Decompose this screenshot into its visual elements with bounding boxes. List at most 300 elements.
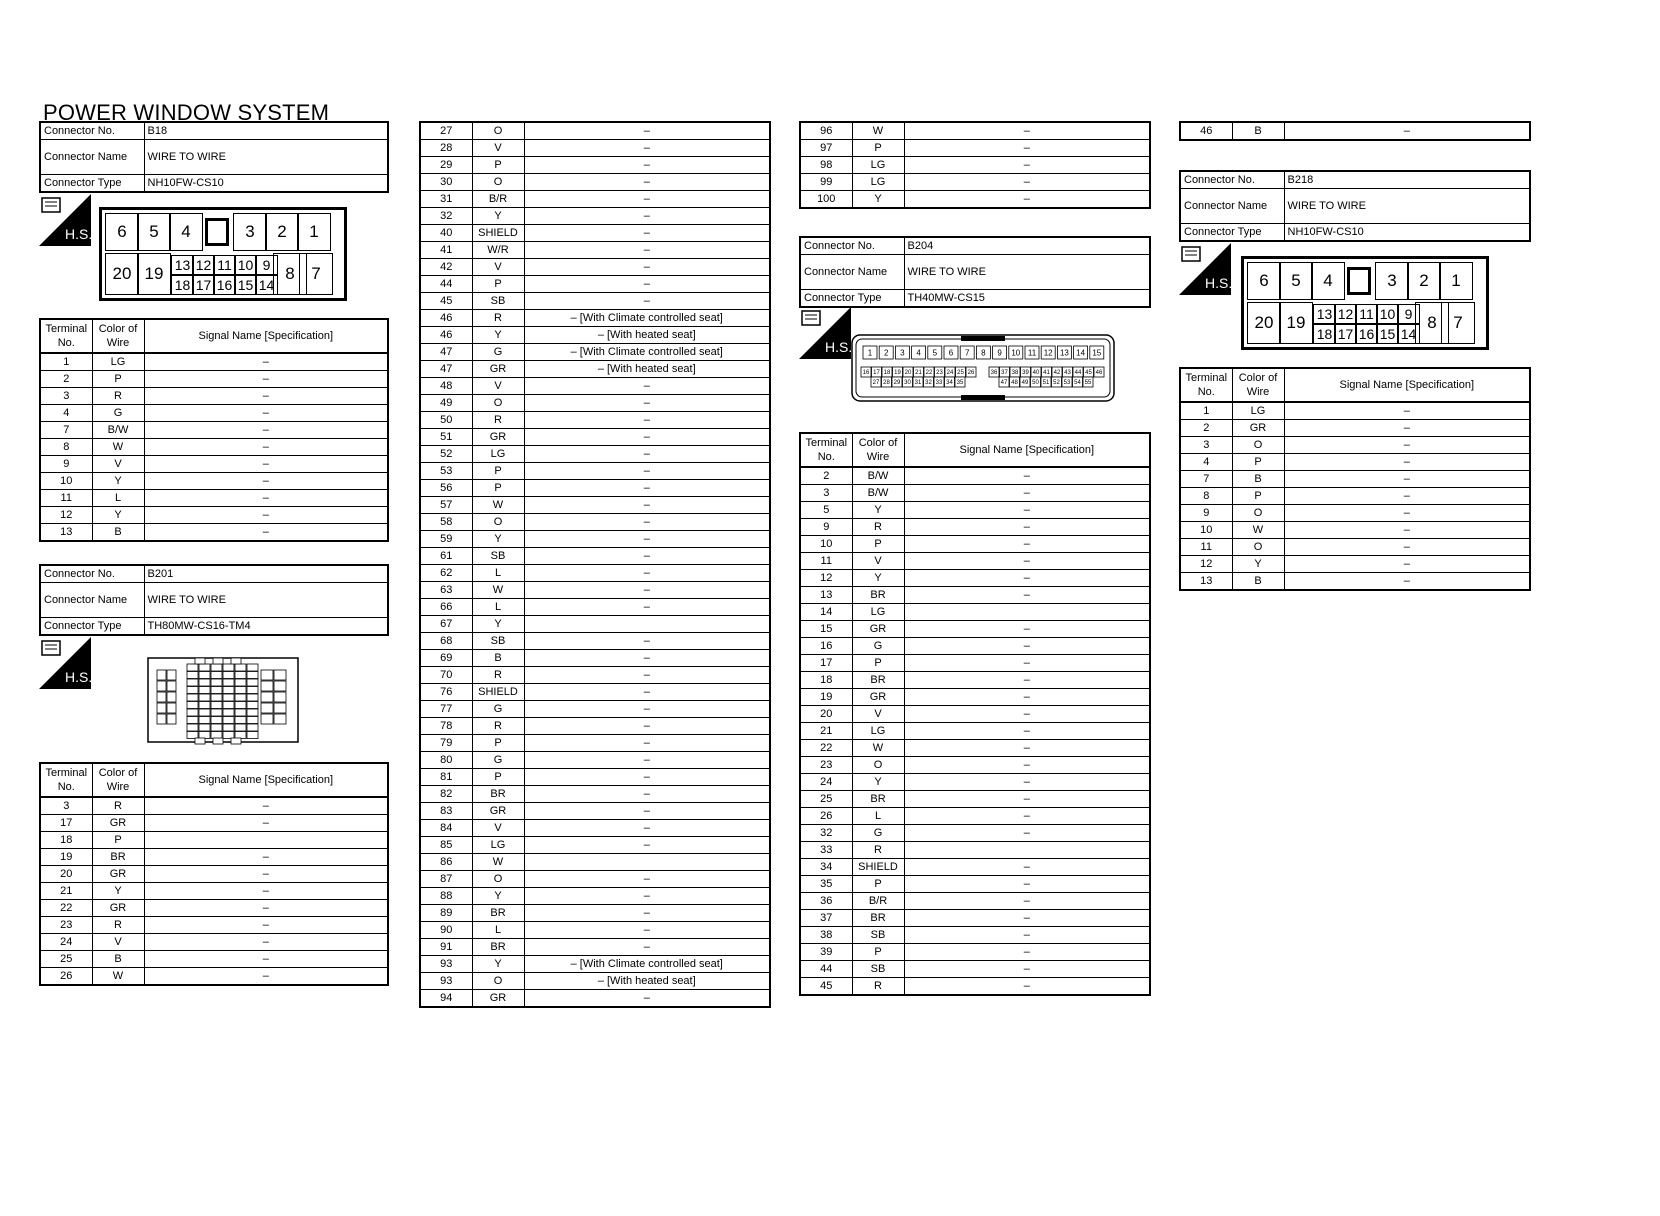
table-row — [800, 467, 1150, 485]
connector-pin — [199, 694, 210, 701]
svg-text:H.S.: H.S. — [1205, 275, 1231, 291]
table-row — [40, 507, 388, 524]
connector-pin — [274, 670, 286, 680]
terminal-no-cell: 87 — [420, 871, 472, 888]
terminal-no-cell: 83 — [420, 803, 472, 820]
hs-badge-icon — [1179, 243, 1231, 295]
table-row — [800, 485, 1150, 502]
wire-color-cell: W — [92, 439, 144, 456]
wire-color-cell: GR — [92, 815, 144, 832]
connector-pin — [1062, 377, 1072, 387]
wire-color-cell: P — [1232, 454, 1284, 471]
wire-color-cell: R — [852, 519, 904, 536]
terminal-no-cell: 21 — [800, 723, 852, 740]
connector-pin — [223, 687, 234, 694]
connector-b201-table-continued — [419, 121, 771, 1008]
table-row — [420, 820, 770, 837]
wire-color-cell: G — [852, 638, 904, 655]
table-row — [420, 208, 770, 225]
table-row — [40, 456, 388, 473]
connector-pin — [945, 377, 955, 387]
signal-name-cell: – — [1284, 522, 1530, 539]
table-row — [800, 587, 1150, 604]
connector-name-value: WIRE TO WIRE — [144, 583, 388, 618]
svg-text:7: 7 — [964, 348, 970, 358]
terminal-no-cell: 17 — [40, 815, 92, 832]
wire-color-cell: R — [852, 978, 904, 996]
signal-name-cell: – — [904, 774, 1150, 791]
terminal-no-cell: 3 — [1180, 437, 1232, 454]
signal-name-cell: – — [904, 944, 1150, 961]
terminal-no-cell: 28 — [420, 140, 472, 157]
terminal-no-cell: 24 — [800, 774, 852, 791]
signal-name-cell: – — [524, 548, 770, 565]
wire-color-cell: BR — [852, 672, 904, 689]
wire-color-cell: Y — [852, 570, 904, 587]
terminal-no-cell: 79 — [420, 735, 472, 752]
signal-name-cell: – — [144, 849, 388, 866]
signal-name-cell: – — [524, 157, 770, 174]
table-row — [40, 797, 388, 815]
connector-type-value: NH10FW-CS10 — [144, 175, 388, 193]
connector-pin — [1031, 377, 1041, 387]
table-row — [420, 531, 770, 548]
terminal-no-cell: 61 — [420, 548, 472, 565]
table-row — [40, 900, 388, 917]
table-row — [420, 565, 770, 582]
svg-text:45: 45 — [1085, 370, 1092, 377]
connector-pin — [157, 681, 166, 691]
connector-name-label: Connector Name — [40, 140, 144, 175]
wire-color-cell: R — [472, 310, 524, 327]
signal-name-cell: – — [144, 388, 388, 405]
wire-color-cell: GR — [92, 900, 144, 917]
svg-text:1: 1 — [867, 348, 873, 358]
signal-name-cell: – — [904, 485, 1150, 502]
signal-name-cell: – — [524, 582, 770, 599]
terminal-no-cell: 46 — [1180, 122, 1232, 140]
connector-pin — [966, 367, 976, 377]
wire-color-cell: P — [852, 536, 904, 553]
svg-text:H.S.: H.S. — [65, 226, 91, 242]
connector-no-value: B204 — [904, 237, 1150, 255]
connector-pin: 6 — [105, 213, 139, 251]
table-row — [420, 310, 770, 327]
table-row — [40, 388, 388, 405]
wire-color-cell: BR — [852, 587, 904, 604]
table-row — [800, 519, 1150, 536]
connector-pin — [1074, 346, 1088, 359]
wire-color-cell: L — [472, 922, 524, 939]
table-row — [420, 599, 770, 616]
terminal-no-cell: 24 — [40, 934, 92, 951]
wire-color-cell: O — [472, 395, 524, 412]
terminal-no-cell: 48 — [420, 378, 472, 395]
signal-name-cell: – — [144, 353, 388, 371]
connector-pin — [1010, 377, 1020, 387]
svg-text:41: 41 — [1043, 370, 1050, 377]
terminal-no-cell: 12 — [800, 570, 852, 587]
connector-b204-drawing — [851, 334, 1115, 404]
connector-b204-table-continued — [1179, 121, 1531, 141]
wire-color-cell: SB — [472, 548, 524, 565]
terminal-no-cell: 40 — [420, 225, 472, 242]
wire-color-cell: O — [1232, 505, 1284, 522]
signal-name-cell: – — [904, 467, 1150, 485]
connector-pin — [882, 377, 892, 387]
table-row — [40, 849, 388, 866]
connector-pin — [199, 724, 210, 731]
signal-name-cell: – — [1284, 122, 1530, 140]
signal-name-cell: – — [1284, 420, 1530, 437]
wire-color-cell: GR — [852, 689, 904, 706]
terminal-no-cell: 12 — [1180, 556, 1232, 573]
terminal-no-cell: 39 — [800, 944, 852, 961]
wire-color-cell: Y — [852, 774, 904, 791]
terminal-no-cell: 31 — [420, 191, 472, 208]
signal-name-cell: – — [904, 157, 1150, 174]
svg-text:H.S.: H.S. — [825, 339, 851, 355]
signal-name-cell: – — [524, 531, 770, 548]
connector-pin — [235, 702, 246, 709]
table-row — [420, 667, 770, 684]
wire-color-cell: G — [852, 825, 904, 842]
color-of-wire-header: Color of Wire — [92, 763, 144, 797]
connector-pin — [167, 681, 176, 691]
table-row — [800, 944, 1150, 961]
connector-pin — [261, 681, 273, 691]
terminal-no-cell: 2 — [800, 467, 852, 485]
table-row — [420, 122, 770, 140]
table-row — [420, 157, 770, 174]
terminal-no-cell: 88 — [420, 888, 472, 905]
wire-color-cell: V — [852, 706, 904, 723]
table-row — [800, 140, 1150, 157]
connector-pin — [1025, 346, 1039, 359]
connector-name-value: WIRE TO WIRE — [904, 255, 1150, 290]
signal-name-cell: – — [524, 259, 770, 276]
table-row — [40, 934, 388, 951]
connector-pin: 2 — [265, 213, 299, 251]
connector-pin — [247, 672, 258, 679]
connector-pin — [261, 692, 273, 702]
color-of-wire-header: Color of Wire — [852, 433, 904, 467]
connector-no-value: B218 — [1284, 171, 1530, 189]
signal-name-cell: – — [904, 961, 1150, 978]
wire-color-cell: G — [472, 752, 524, 769]
table-row — [800, 174, 1150, 191]
connector-no-label: Connector No. — [800, 237, 904, 255]
terminal-no-cell: 23 — [40, 917, 92, 934]
hs-badge-icon — [799, 307, 851, 359]
table-row — [1180, 122, 1530, 140]
signal-name-cell: – — [904, 174, 1150, 191]
connector-pin — [235, 694, 246, 701]
connector-pin — [211, 709, 222, 716]
terminal-no-cell: 10 — [800, 536, 852, 553]
svg-text:39: 39 — [1022, 370, 1029, 377]
wire-color-cell: R — [472, 412, 524, 429]
wire-color-cell: LG — [92, 353, 144, 371]
connector-pin — [1041, 346, 1055, 359]
terminal-no-cell: 11 — [1180, 539, 1232, 556]
connector-pin — [223, 717, 234, 724]
connector-pin: 8 — [1415, 302, 1449, 344]
connector-pin — [167, 670, 176, 680]
terminal-no-cell: 30 — [420, 174, 472, 191]
connector-pin: 16 — [213, 275, 236, 295]
signal-name-cell: – — [1284, 539, 1530, 556]
signal-name-cell: – — [524, 633, 770, 650]
wire-color-cell: LG — [852, 604, 904, 621]
wire-color-cell: Y — [472, 616, 524, 633]
svg-text:51: 51 — [1042, 380, 1050, 387]
signal-name-cell: – — [144, 934, 388, 951]
connector-no-value: B18 — [144, 122, 388, 140]
connector-pin: 5 — [1279, 262, 1313, 300]
connector-no-label: Connector No. — [40, 122, 144, 140]
wire-color-cell: W — [472, 854, 524, 871]
connector-pin — [223, 702, 234, 709]
svg-text:19: 19 — [894, 370, 901, 377]
wire-color-cell: GR — [472, 361, 524, 378]
terminal-no-header: Terminal No. — [1180, 368, 1232, 402]
signal-name-cell: – — [524, 820, 770, 837]
signal-name-cell: – — [904, 808, 1150, 825]
connector-pin — [960, 346, 974, 359]
connector-pin — [247, 664, 258, 671]
signal-name-cell: – — [524, 293, 770, 310]
connector-name-value: WIRE TO WIRE — [144, 140, 388, 175]
terminal-no-cell: 68 — [420, 633, 472, 650]
connector-pin: 19 — [1279, 302, 1313, 344]
signal-name-cell: – — [1284, 505, 1530, 522]
connector-pin — [1063, 367, 1073, 377]
connector-pin — [199, 687, 210, 694]
connector-pin — [187, 687, 198, 694]
table-row — [1180, 488, 1530, 505]
table-row — [420, 973, 770, 990]
connector-pin — [157, 703, 166, 713]
connector-pin — [199, 672, 210, 679]
wire-color-cell: BR — [852, 910, 904, 927]
connector-b201-table-continued-2 — [799, 121, 1151, 209]
connector-pin — [1000, 367, 1010, 377]
terminal-no-cell: 2 — [1180, 420, 1232, 437]
signal-name-cell: – — [524, 225, 770, 242]
table-row — [40, 353, 388, 371]
table-row — [800, 859, 1150, 876]
table-row — [1180, 573, 1530, 591]
table-row — [40, 883, 388, 900]
connector-pin — [879, 346, 893, 359]
table-row — [800, 604, 1150, 621]
connector-pin — [187, 672, 198, 679]
connector-pin — [1052, 377, 1062, 387]
color-of-wire-header: Color of Wire — [92, 319, 144, 353]
table-row — [1180, 437, 1530, 454]
connector-pin — [211, 732, 222, 739]
connector-pin — [167, 692, 176, 702]
terminal-no-cell: 7 — [40, 422, 92, 439]
connector-pin — [195, 738, 205, 744]
connector-pin — [1057, 346, 1071, 359]
signal-name-cell: – — [1284, 454, 1530, 471]
connector-pin — [274, 714, 286, 724]
table-row — [800, 961, 1150, 978]
table-row — [800, 621, 1150, 638]
svg-text:38: 38 — [1011, 370, 1019, 377]
connector-pin — [157, 714, 166, 724]
signal-name-cell: – — [524, 837, 770, 854]
signal-name-cell: – — [144, 524, 388, 542]
wire-color-cell: O — [1232, 539, 1284, 556]
connector-b204-info — [799, 236, 1151, 308]
table-row — [420, 497, 770, 514]
connector-pin — [223, 672, 234, 679]
svg-text:8: 8 — [981, 348, 986, 358]
connector-pin: 1 — [297, 213, 331, 251]
signal-name-cell: – — [524, 905, 770, 922]
signal-name-cell: – — [904, 893, 1150, 910]
connector-pin: 4 — [1311, 262, 1345, 300]
table-row — [420, 990, 770, 1008]
terminal-no-cell: 13 — [40, 524, 92, 542]
terminal-no-cell: 66 — [420, 599, 472, 616]
table-row — [420, 633, 770, 650]
connector-pin: 18 — [171, 275, 194, 295]
table-row — [800, 191, 1150, 209]
terminal-no-cell: 9 — [800, 519, 852, 536]
svg-text:40: 40 — [1032, 370, 1040, 377]
wire-color-cell: R — [92, 388, 144, 405]
terminal-no-cell: 29 — [420, 157, 472, 174]
wire-color-cell: B/W — [852, 485, 904, 502]
wire-color-cell: Y — [92, 883, 144, 900]
wire-color-cell: BR — [472, 905, 524, 922]
connector-pin — [274, 703, 286, 713]
connector-pin — [235, 732, 246, 739]
svg-text:30: 30 — [904, 380, 911, 387]
terminal-no-cell: 5 — [800, 502, 852, 519]
terminal-no-cell: 18 — [40, 832, 92, 849]
terminal-no-cell: 85 — [420, 837, 472, 854]
terminal-no-cell: 50 — [420, 412, 472, 429]
wire-color-cell: V — [852, 553, 904, 570]
signal-name-cell: – — [144, 951, 388, 968]
terminal-no-cell: 70 — [420, 667, 472, 684]
signal-name-cell — [904, 604, 1150, 621]
connector-pin — [274, 681, 286, 691]
connector-pin — [231, 658, 241, 664]
wire-color-cell: V — [472, 378, 524, 395]
table-row — [800, 536, 1150, 553]
connector-pin — [187, 709, 198, 716]
svg-text:3: 3 — [900, 348, 905, 358]
terminal-no-cell: 53 — [420, 463, 472, 480]
terminal-no-cell: 13 — [1180, 573, 1232, 591]
wire-color-cell: G — [472, 701, 524, 718]
connector-pin: 7 — [1441, 302, 1475, 344]
svg-text:43: 43 — [1064, 370, 1071, 377]
terminal-no-cell: 93 — [420, 973, 472, 990]
wire-color-cell: B — [92, 951, 144, 968]
svg-text:33: 33 — [935, 380, 943, 387]
signal-name-cell: – — [524, 497, 770, 514]
signal-name-cell: – — [144, 490, 388, 507]
connector-pin — [157, 692, 166, 702]
connector-pin — [187, 694, 198, 701]
connector-pin — [199, 717, 210, 724]
terminal-no-cell: 36 — [800, 893, 852, 910]
connector-pin — [235, 724, 246, 731]
wire-color-cell: LG — [852, 157, 904, 174]
connector-pin — [955, 377, 965, 387]
signal-name-cell: – — [904, 638, 1150, 655]
wire-color-cell: Y — [472, 956, 524, 973]
connector-pin — [187, 732, 198, 739]
signal-name-cell: – — [904, 740, 1150, 757]
connector-pin — [211, 702, 222, 709]
connector-pin — [914, 367, 924, 377]
signal-name-cell: – — [524, 769, 770, 786]
wire-color-cell: L — [472, 565, 524, 582]
signal-name-cell: – — [524, 242, 770, 259]
wire-color-cell: B — [1232, 573, 1284, 591]
connector-pin — [213, 658, 223, 664]
table-row — [40, 439, 388, 456]
terminal-no-cell: 16 — [800, 638, 852, 655]
wire-color-cell: L — [852, 808, 904, 825]
signal-name-cell: – — [524, 463, 770, 480]
connector-pin — [882, 367, 892, 377]
signal-name-cell: – — [524, 786, 770, 803]
table-row — [420, 463, 770, 480]
connector-pin — [211, 717, 222, 724]
signal-name-cell: – — [524, 718, 770, 735]
terminal-no-cell: 45 — [420, 293, 472, 310]
table-row — [420, 480, 770, 497]
connector-pin: 16 — [1355, 324, 1378, 344]
terminal-no-cell: 81 — [420, 769, 472, 786]
wire-color-cell: BR — [852, 791, 904, 808]
table-row — [420, 242, 770, 259]
connector-pin: 10 — [234, 255, 257, 275]
wire-color-cell: P — [852, 876, 904, 893]
table-row — [420, 735, 770, 752]
signal-name-cell: – — [904, 876, 1150, 893]
signal-name-cell: – [With heated seat] — [524, 361, 770, 378]
svg-text:2: 2 — [883, 348, 889, 358]
table-row — [420, 888, 770, 905]
table-row — [40, 524, 388, 542]
wire-color-cell: BR — [472, 786, 524, 803]
connector-pin — [892, 377, 902, 387]
signal-name-cell: – — [144, 507, 388, 524]
connector-pin — [956, 367, 966, 377]
connector-pin: 7 — [299, 253, 333, 295]
table-row — [420, 871, 770, 888]
signal-name-cell: – — [1284, 556, 1530, 573]
connector-pin — [211, 687, 222, 694]
terminal-no-cell: 22 — [800, 740, 852, 757]
signal-name-cell: – — [524, 140, 770, 157]
wire-color-cell: LG — [1232, 402, 1284, 420]
signal-name-cell: – — [524, 276, 770, 293]
connector-type-label: Connector Type — [800, 290, 904, 308]
connector-pin — [1073, 377, 1083, 387]
terminal-no-cell: 1 — [1180, 402, 1232, 420]
